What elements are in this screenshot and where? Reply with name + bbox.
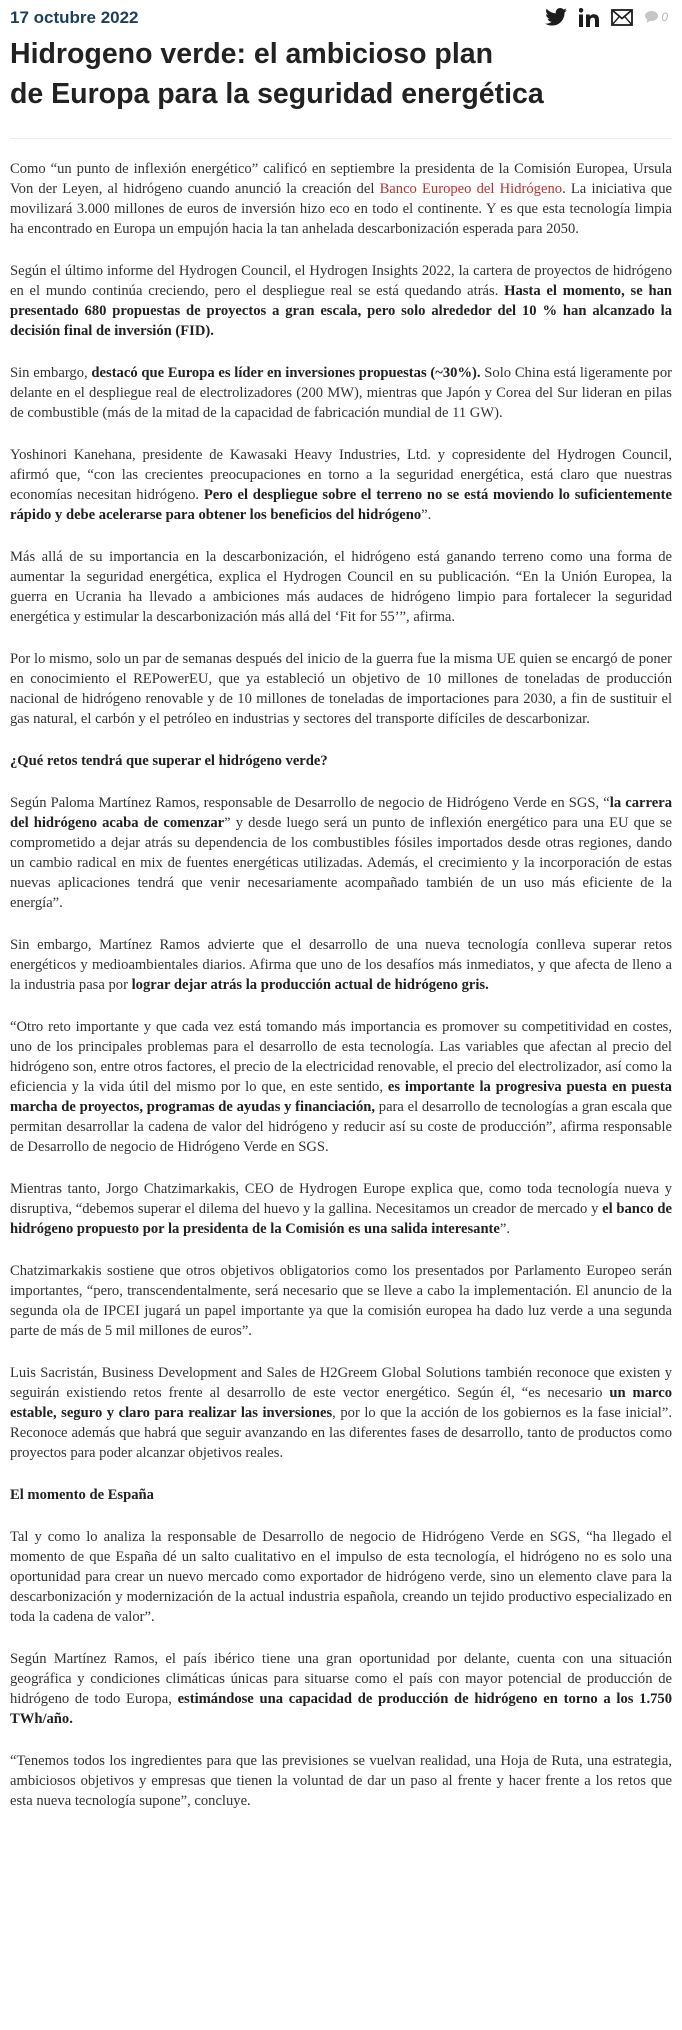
linkedin-icon[interactable] xyxy=(579,8,599,27)
article-title-line-1: Hidrogeno verde: el ambicioso plan xyxy=(10,38,494,70)
paragraph-14: Según Martínez Ramos, el país ibérico tiene una gran oportunidad por delante, cuenta con una situación geográfica y condiciones climáticas únicas para situarse como el país con mayor potencial de producción de hidrógeno de todo Europa, estimándose una capacidad de producción de hidrógeno en torno a los 1.750 TWh/año. xyxy=(10,1651,672,1727)
article-topbar xyxy=(10,0,672,34)
paragraph-10: Mientras tanto, Jorgo Chatzimarkakis, CEO de Hydrogen Europe explica que, como toda tecnología nueva y disruptiva, “debemos superar el dilema del huevo y la gallina. Necesitamos un creador de mercado y el banco de hidrógeno propuesto por la presidenta de la Comisión es una salida interesante”. xyxy=(10,1181,672,1237)
paragraph-7: Según Paloma Martínez Ramos, responsable de Desarrollo de negocio de Hidrógeno Verde en SGS, “la carrera del hidrógeno acaba de comenzar” y desde luego será un punto de inflexión energético para una EU que se comprometido a dejar atrás su dependencia de los combustibles fósiles importados desde otras regiones, dando un cambio radical en mix de fuentes energéticas utilizadas. Además, el crecimiento y la incorporación de estas nuevas aplicaciones tendrá que venir necesariamente acompañado también de un uso más eficiente de la energía”. xyxy=(10,795,672,911)
article-title-line-2: de Europa para la seguridad energética xyxy=(10,78,544,110)
paragraph-11: Chatzimarkakis sostiene que otros objetivos obligatorios como los presentados por Parlamento Europeo serán importantes, “pero, transcendentalmente, será necesario que se lleve a cabo la implementación. El anuncio de la segunda ola de IPCEI jugará un papel importante ya que la comisión europea ha dado luz verde a una segunda parte de más de 5 mil millones de euros”. xyxy=(10,1263,672,1339)
share-bar xyxy=(545,8,668,27)
section-heading-espana: El momento de España xyxy=(10,1487,154,1503)
paragraph-9: “Otro reto importante y que cada vez está tomando más importancia es promover su competitividad en costes, uno de los principales problemas para el desarrollo de esta tecnología. Las variables que afectan al precio del hidrógeno son, entre otros factores, el precio de la electricidad renovable, el precio del electrolizador, así como la eficiencia y la vida útil del mismo por lo que, en este sentido, es importante la progresiva puesta en puesta marcha de proyectos, programas de ayudas y financiación, para el desarrollo de tecnologías a gran escala que permitan desarrollar la cadena de valor del hidrógeno y reducir así su coste de producción”, afirma responsable de Desarrollo de negocio de Hidrógeno Verde en SGS. xyxy=(10,1019,672,1155)
paragraph-6: Por lo mismo, solo un par de semanas después del inicio de la guerra fue la misma UE quien se encargó de poner en conocimiento el REPowerEU, que ya estableció un objetivo de 10 millones de toneladas de producción nacional de hidrógeno renovable y de 10 millones de toneladas de importaciones para 2030, a fin de sustituir el gas natural, el carbón y el petróleo en industrias y sectores del transporte difíciles de descarbonizar. xyxy=(10,651,672,727)
paragraph-4: Yoshinori Kanehana, presidente de Kawasaki Heavy Industries, Ltd. y copresidente del Hydrogen Council, afirmó que, “con las crecientes preocupaciones en torno a la seguridad energética, está claro que nuestras economías necesitan hidrógeno. Pero el despliegue sobre el terreno no se está moviendo lo suficientemente rápido y debe acelerarse para obtener los beneficios del hidrógeno”. xyxy=(10,447,673,523)
paragraph-3: Sin embargo, destacó que Europa es líder en inversiones propuestas (~30%). Solo China está ligeramente por delante en el despliegue real de electrolizadores (200 MW), mientras que Japón y Corea del Sur lideran en pilas de combustible (más de la mitad de la capacidad de fabricación mundial de 11 GW). xyxy=(10,365,672,421)
article-date: 17 octubre 2022 xyxy=(10,8,139,27)
article-title xyxy=(10,34,672,114)
paragraph-1: Como “un punto de inflexión energético” calificó en septiembre la presidenta de la Comisión Europea, Ursula Von der Leyen, al hidrógeno cuando anunció la creación del Banco Europeo del Hidrógeno. La iniciativa que movilizará 3.000 millones de euros de inversión hizo eco en todo el continente. Y es que esta tecnología limpia ha encontrado en Europa un empujón hacia la tan anhelada descarbonización esperada para 2050. xyxy=(10,161,672,237)
section-heading-retos: ¿Qué retos tendrá que superar el hidrógeno verde? xyxy=(10,753,328,769)
paragraph-8: Sin embargo, Martínez Ramos advierte que el desarrollo de una nueva tecnología conlleva superar retos energéticos y medioambientales diarios. Afirma que uno de los desafíos más inmediatos, y que afecta de lleno a la industria pasa por lograr dejar atrás la producción actual de hidrógeno gris. xyxy=(10,937,672,993)
comment-icon xyxy=(645,11,658,23)
paragraph-2: Según el último informe del Hydrogen Council, el Hydrogen Insights 2022, la cartera de proyectos de hidrógeno en el mundo continúa creciendo, pero el despliegue real se está quedando atrás. Hasta el momento, se han presentado 680 propuestas de proyectos a gran escala, pero solo alrededor del 10 % han alcanzado la decisión final de inversión (FID). xyxy=(10,263,672,339)
paragraph-15: “Tenemos todos los ingredientes para que las previsiones se vuelvan realidad, una Hoja de Ruta, una estrategia, ambiciosos objetivos y empresas que tienen la voluntad de dar un paso al frente y hacer frente a los retos que esta nueva tecnología supone”, concluye. xyxy=(10,1753,672,1809)
paragraph-12: Luis Sacristán, Business Development and Sales de H2Greem Global Solutions también reconoce que existen y seguirán existiendo retos frente al desarrollo de este vector energético. Según él, “es necesario un marco estable, seguro y claro para realizar las inversiones, por lo que la acción de los gobiernos es la fase inicial”. Reconoce además que habrá que seguir avanzando en las diferentes fases de desarrollo, tanto de productos como proyectos para poder alcanzar objetivos reales. xyxy=(10,1365,672,1461)
twitter-icon[interactable] xyxy=(545,8,567,26)
paragraph-5: Más allá de su importancia en la descarbonización, el hidrógeno está ganando terreno como una forma de aumentar la seguridad energética, explica el Hydrogen Council en su publicación. “En la Unión Europea, la guerra en Ucrania ha llevado a ambiciones más audaces de hidrógeno limpio para fortalecer la seguridad energética y estimular la descarbonización más allá del ‘Fit for 55’”, afirma. xyxy=(10,549,672,625)
email-icon[interactable] xyxy=(611,9,633,26)
article-body xyxy=(10,159,672,1811)
title-divider xyxy=(10,138,672,139)
paragraph-13: Tal y como lo analiza la responsable de Desarrollo de negocio de Hidrógeno Verde en SGS, “ha llegado el momento de que España dé un salto cualitativo en el impulso de esta tecnología, el hidrógeno no es solo una oportunidad para crear un nuevo mercado como exportador de hidrógeno verde, sino un elemento clave para la descarbonización y modernización de la actual industria española, creando un tejido productivo especializado en toda la cadena de valor”. xyxy=(10,1529,672,1625)
comment-count[interactable] xyxy=(645,10,668,24)
comment-count-value: 0 xyxy=(661,10,668,24)
banco-europeo-hidrogeno-link[interactable]: Banco Europeo del Hidrógeno xyxy=(379,181,563,197)
